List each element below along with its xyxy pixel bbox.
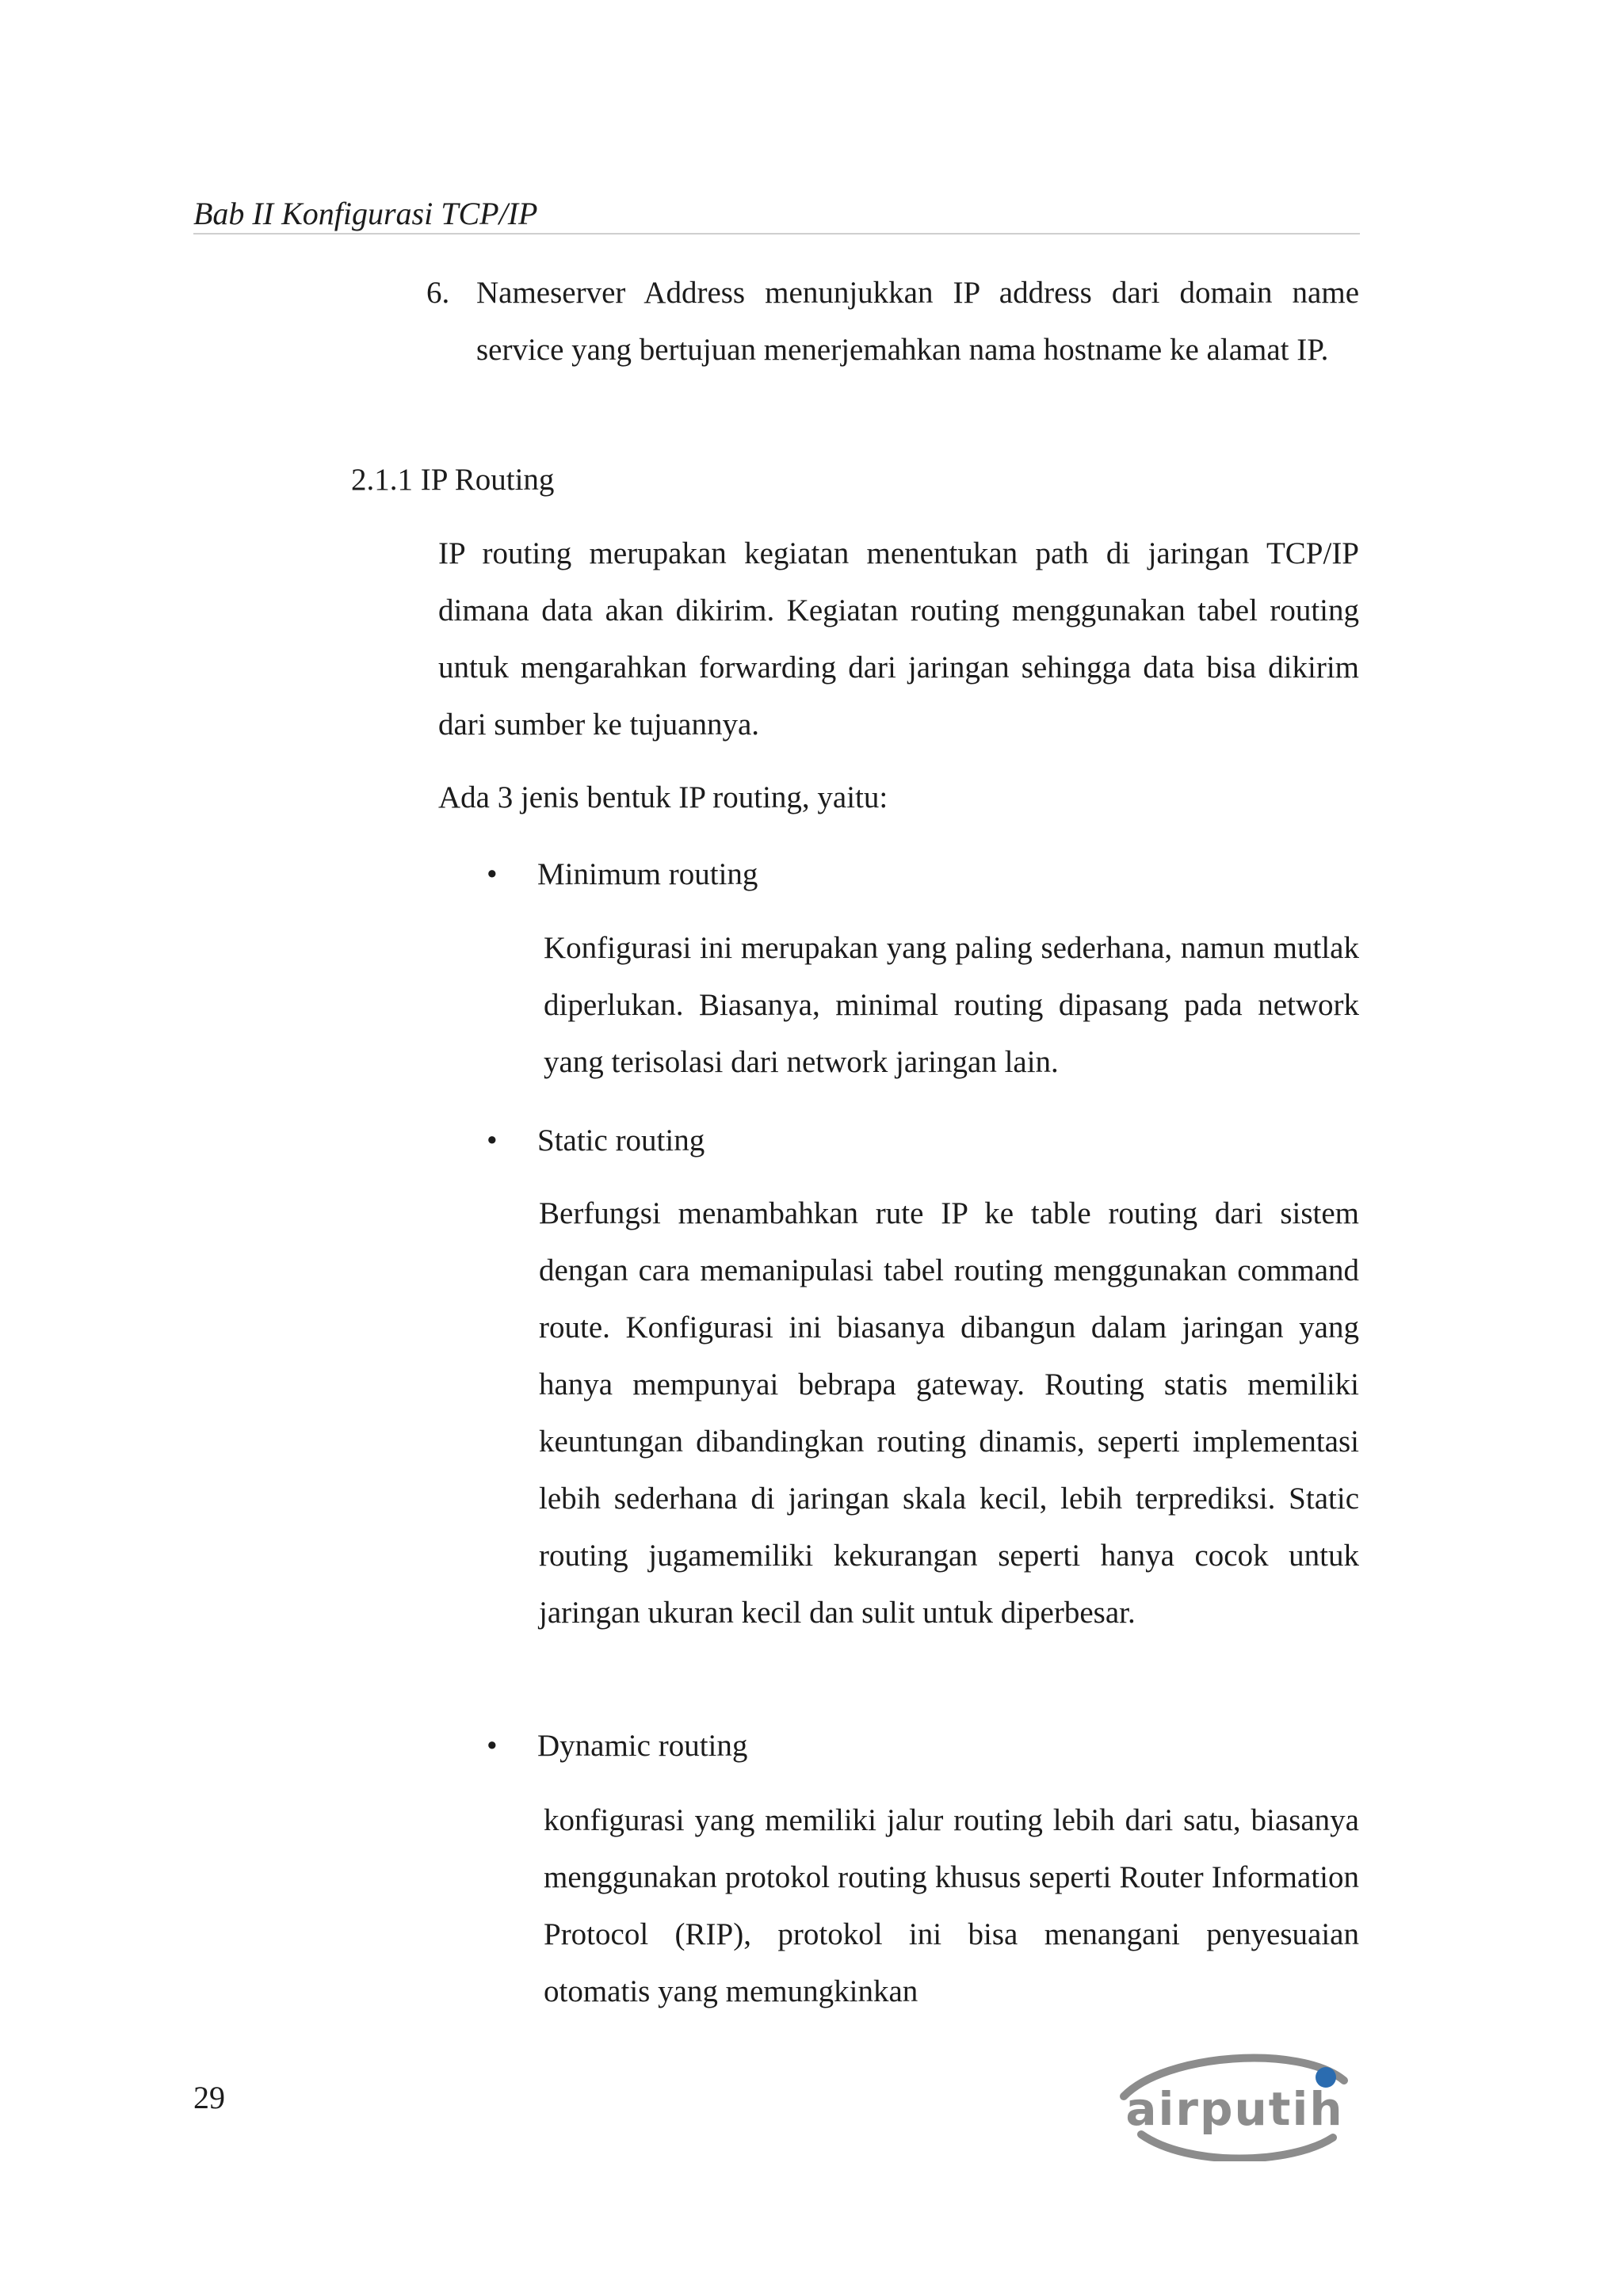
header-divider (193, 233, 1360, 235)
svg-text:airputih: airputih (1125, 2082, 1344, 2136)
running-header: Bab II Konfigurasi TCP/IP (193, 196, 538, 231)
bullet-icon: • (487, 857, 498, 891)
airputih-logo (1109, 2049, 1363, 2161)
bullet-text-static: Berfungsi menambahkan rute IP ke table routing dari sistem dengan cara memanipulasi tabel routing menggunakan command route. Konfigurasi ini biasanya dibangun dalam jaringan yang hanya mempunyai bebrapa gateway. Routing statis memiliki keuntungan dibandingkan routing dinamis, seperti implementasi lebih sederhana di jaringan skala kecil, lebih terprediksi. Static routing jugamemiliki kekurangan seperti hanya cocok untuk jaringan ukuran kecil dan sulit untuk diperbesar. (539, 1196, 1359, 1630)
bullet-label-dynamic: Dynamic routing (537, 1729, 748, 1763)
bullet-text-minimum: Konfigurasi ini merupakan yang paling sederhana, namun mutlak diperlukan. Biasanya, minimal routing dipasang pada network yang terisolasi dari network jaringan lain. (544, 931, 1359, 1079)
bullet-label-minimum: Minimum routing (537, 857, 758, 891)
bullet-icon: • (487, 1729, 498, 1763)
bullet-icon: • (487, 1123, 498, 1158)
list-number: 6. (426, 276, 450, 310)
list-item-text: Nameserver Address menunjukkan IP address dari domain name service yang bertujuan menerjemahkan nama hostname ke alamat IP. (476, 276, 1359, 367)
section-intro: Ada 3 jenis bentuk IP routing, yaitu: (438, 780, 888, 814)
bullet-label-static: Static routing (537, 1123, 705, 1158)
page-number: 29 (193, 2080, 225, 2115)
bullet-text-dynamic: konfigurasi yang memiliki jalur routing lebih dari satu, biasanya menggunakan protokol routing khusus seperti Router Information Protocol (RIP), protokol ini bisa menangani penyesuaian otomatis yang memungkinkan (544, 1803, 1359, 2008)
section-paragraph: IP routing merupakan kegiatan menentukan path di jaringan TCP/IP dimana data akan dikirim. Kegiatan routing menggunakan tabel routing untuk mengarahkan forwarding dari jaringan sehingga data bisa dikirim dari sumber ke tujuannya. (438, 536, 1359, 742)
section-heading: 2.1.1 IP Routing (351, 463, 555, 497)
